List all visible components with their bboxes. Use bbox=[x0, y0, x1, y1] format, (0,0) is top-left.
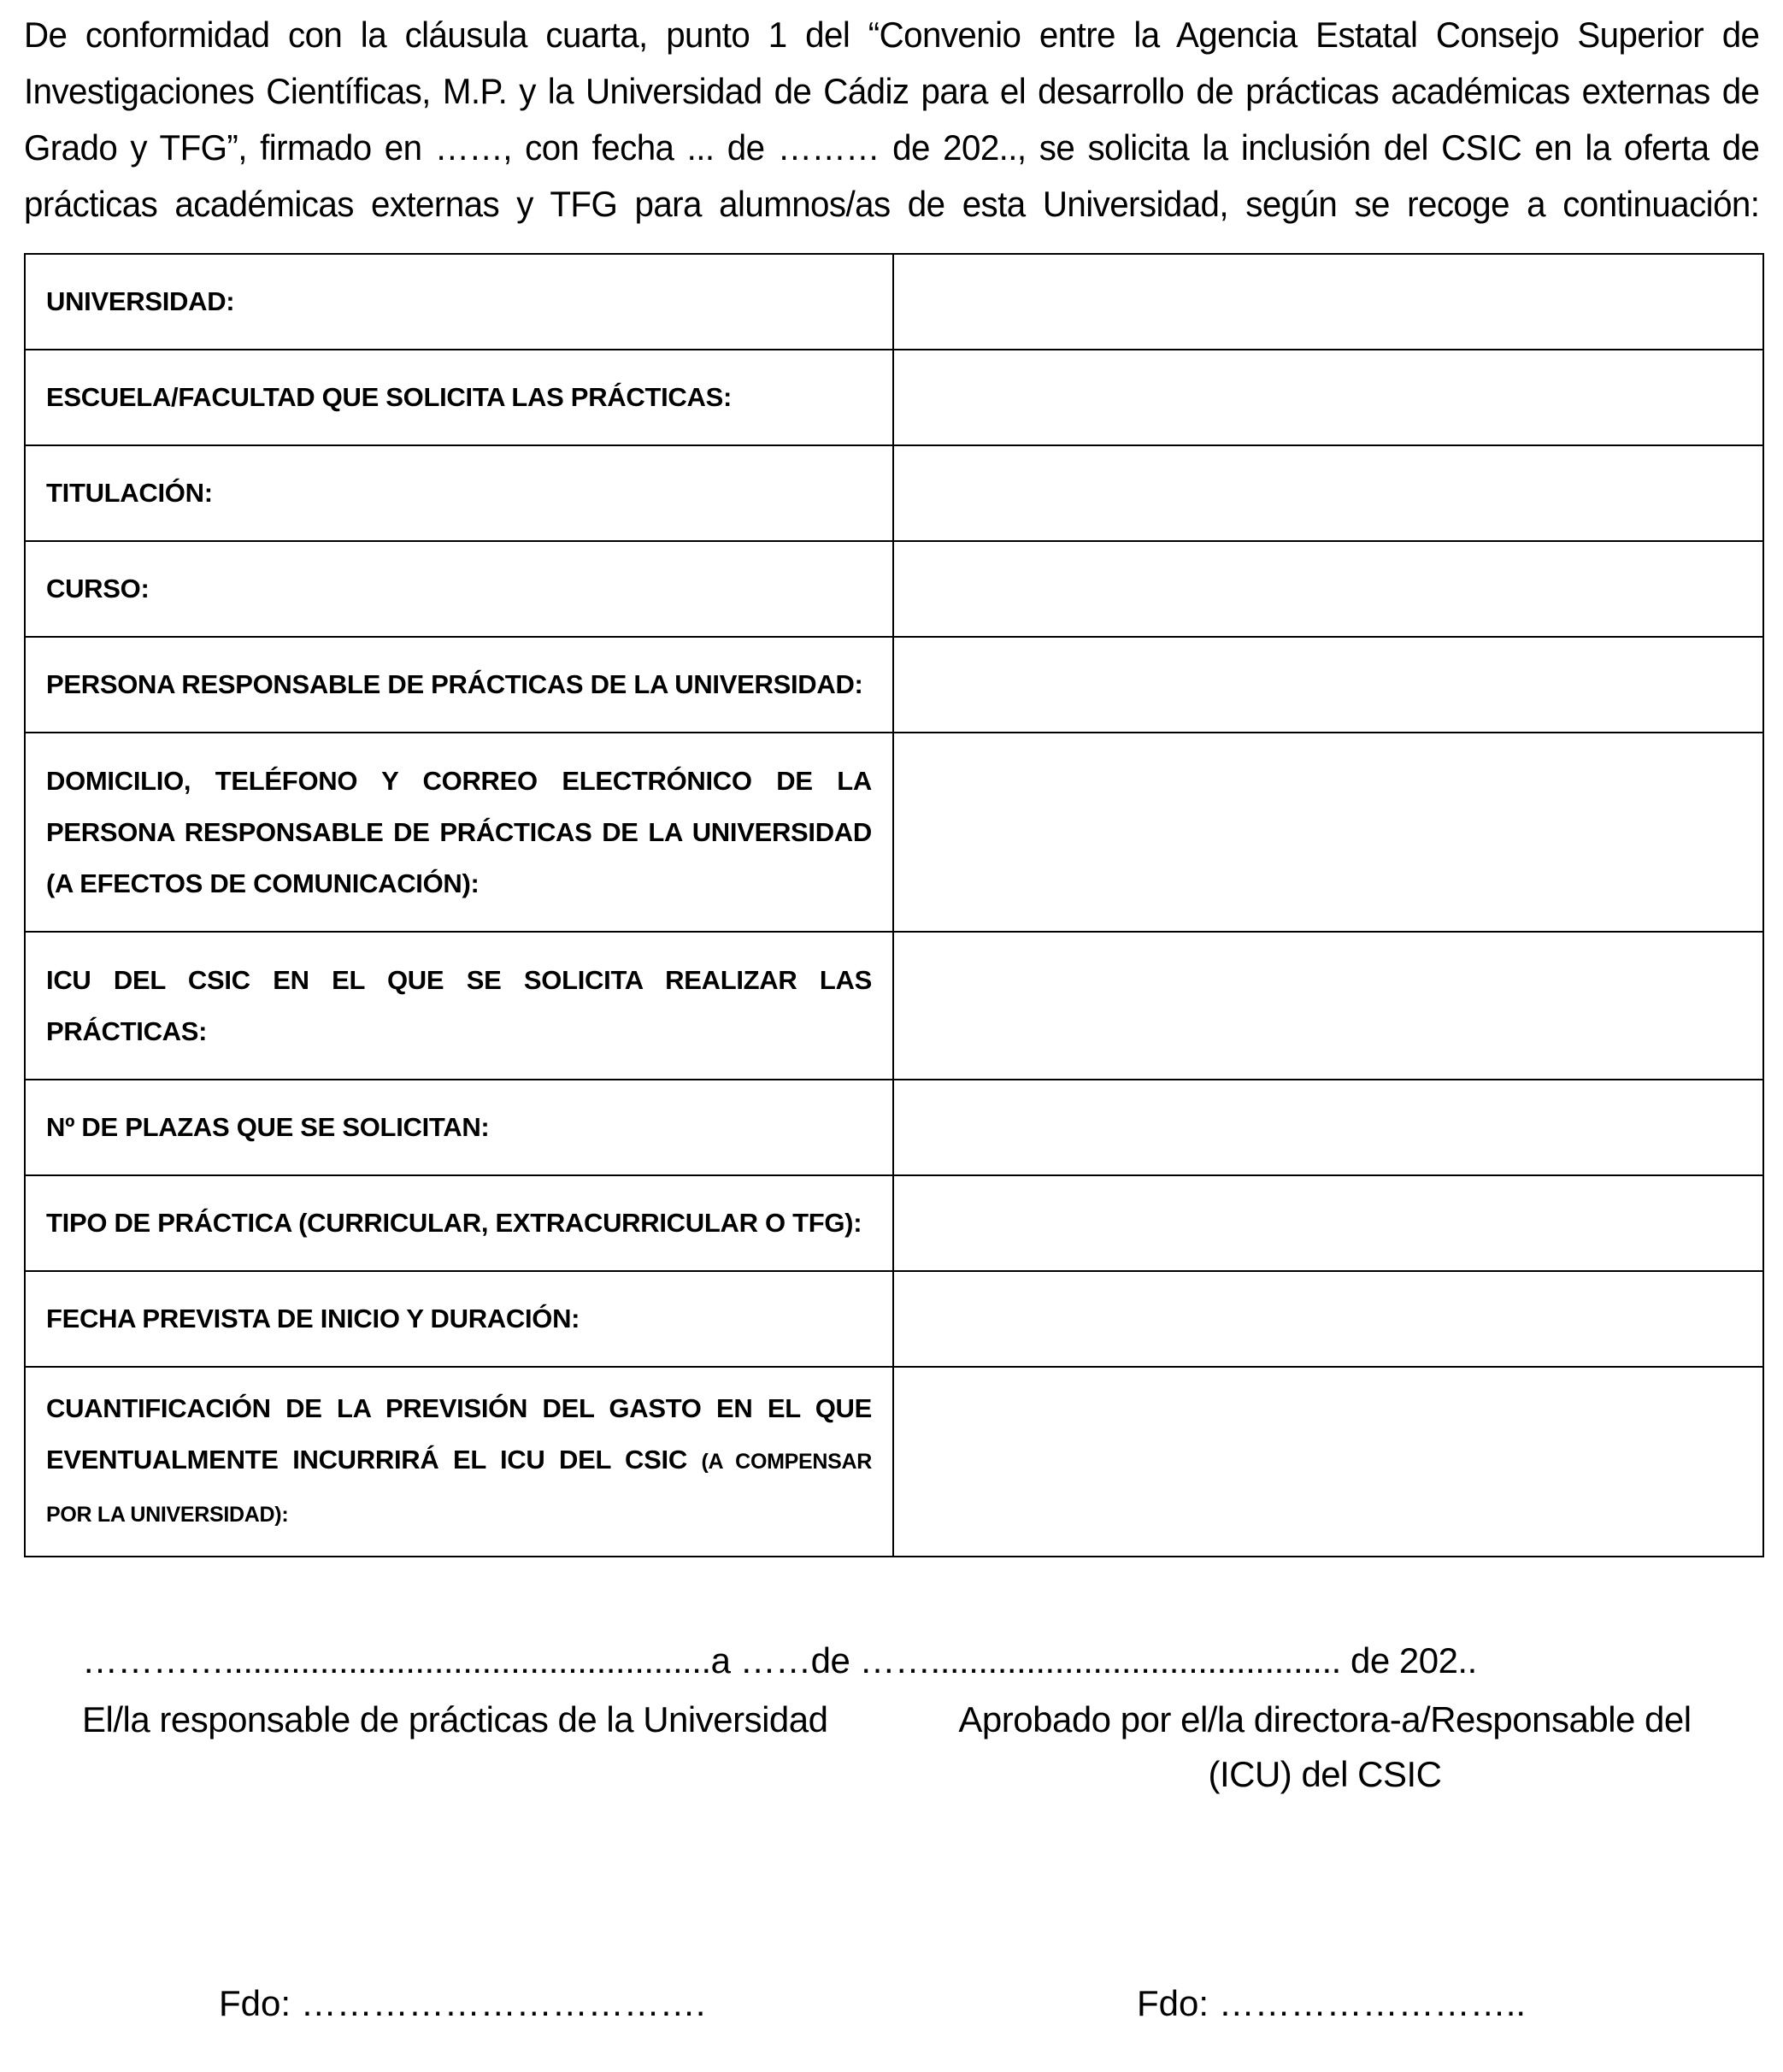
form-row-cuantificacion bbox=[25, 1367, 1763, 1557]
form-label-cell bbox=[25, 1175, 893, 1271]
signatory-right-title-line1: Aprobado por el/la directora-a/Responsable del bbox=[958, 1699, 1692, 1739]
field-label-fecha: FECHA PREVISTA DE INICIO Y DURACIÓN: bbox=[46, 1304, 580, 1333]
form-label-cell bbox=[25, 1080, 893, 1175]
field-label-plazas: Nº DE PLAZAS QUE SE SOLICITAN: bbox=[46, 1112, 490, 1142]
field-label-cuantificacion bbox=[46, 1383, 872, 1540]
signature-field-right: Fdo: …………………….. bbox=[1137, 1983, 1527, 2023]
field-input-domicilio[interactable] bbox=[893, 733, 1763, 932]
form-label-cell bbox=[25, 1271, 893, 1367]
field-label-universidad: UNIVERSIDAD: bbox=[46, 286, 235, 316]
field-label-cuantificacion-main: CUANTIFICACIÓN DE LA PREVISIÓN DEL GASTO EN EL QUE EVENTUALMENTE INCURRIRÁ EL ICU DEL CSIC bbox=[46, 1393, 872, 1475]
request-form-table bbox=[24, 253, 1764, 1557]
field-input-universidad[interactable] bbox=[893, 254, 1763, 350]
field-input-plazas[interactable] bbox=[893, 1080, 1763, 1175]
field-label-titulacion: TITULACIÓN: bbox=[46, 478, 213, 508]
form-label-cell bbox=[25, 932, 893, 1080]
field-label-curso: CURSO: bbox=[46, 574, 150, 603]
field-label-tipo-practica: TIPO DE PRÁCTICA (CURRICULAR, EXTRACURRICULAR O TFG): bbox=[46, 1208, 862, 1238]
form-label-cell bbox=[25, 1367, 893, 1557]
field-input-tipo-practica[interactable] bbox=[893, 1175, 1763, 1271]
form-row-domicilio bbox=[25, 733, 1763, 932]
form-row-titulacion bbox=[25, 445, 1763, 541]
intro-paragraph: De conformidad con la cláusula cuarta, punto 1 del “Convenio entre la Agencia Estatal Consejo Superior de Investigaciones Científicas, M.P. y la Universidad de Cádiz para el desarrollo de prácticas académicas externas de Grado y TFG”, firmado en ……, con fecha ... de ……… de 202.., se solicita la inclusión del CSIC en la oferta de prácticas académicas externas y TFG para alumnos/as de esta Universidad, según se recoge a continuación: bbox=[24, 15, 1760, 224]
form-label-cell bbox=[25, 254, 893, 350]
signatory-right-title-line2: (ICU) del CSIC bbox=[1208, 1754, 1442, 1794]
signatory-left-title: El/la responsable de prácticas de la Universidad bbox=[82, 1699, 828, 1739]
field-input-curso[interactable] bbox=[893, 541, 1763, 637]
form-row-fecha bbox=[25, 1271, 1763, 1367]
form-label-cell bbox=[25, 733, 893, 932]
field-label-cuantificacion-note: (A COMPENSAR POR LA UNIVERSIDAD): bbox=[46, 1450, 872, 1527]
field-label-escuela-facultad: ESCUELA/FACULTAD QUE SOLICITA LAS PRÁCTICAS: bbox=[46, 382, 732, 412]
form-row-responsable bbox=[25, 637, 1763, 733]
field-input-responsable[interactable] bbox=[893, 637, 1763, 733]
form-row-curso bbox=[25, 541, 1763, 637]
field-label-icu: ICU DEL CSIC EN EL QUE SE SOLICITA REALIZAR LAS PRÁCTICAS: bbox=[46, 964, 872, 1046]
form-row-plazas bbox=[25, 1080, 1763, 1175]
field-input-icu[interactable] bbox=[893, 932, 1763, 1080]
signature-field-left: Fdo: ……………………………. bbox=[219, 1983, 706, 2023]
form-label-cell bbox=[25, 350, 893, 445]
form-row-icu bbox=[25, 932, 1763, 1080]
form-label-cell bbox=[25, 445, 893, 541]
field-label-responsable: PERSONA RESPONSABLE DE PRÁCTICAS DE LA UNIVERSIDAD: bbox=[46, 669, 863, 699]
form-row-escuela-facultad bbox=[25, 350, 1763, 445]
field-label-domicilio: DOMICILIO, TELÉFONO Y CORREO ELECTRÓNICO DE LA PERSONA RESPONSABLE DE PRÁCTICAS DE LA UNIVERSIDAD (A EFECTOS DE COMUNICACIÓN): bbox=[46, 765, 872, 898]
form-label-cell bbox=[25, 541, 893, 637]
field-input-cuantificacion[interactable] bbox=[893, 1367, 1763, 1557]
field-input-titulacion[interactable] bbox=[893, 445, 1763, 541]
field-input-fecha[interactable] bbox=[893, 1271, 1763, 1367]
form-row-universidad bbox=[25, 254, 1763, 350]
form-label-cell bbox=[25, 637, 893, 733]
signatory-right-title bbox=[940, 1692, 1709, 1802]
place-date-line: …………...................................................a ……de ……........................................... de 202.. bbox=[82, 1640, 1477, 1681]
field-input-escuela-facultad[interactable] bbox=[893, 350, 1763, 445]
form-row-tipo-practica bbox=[25, 1175, 1763, 1271]
